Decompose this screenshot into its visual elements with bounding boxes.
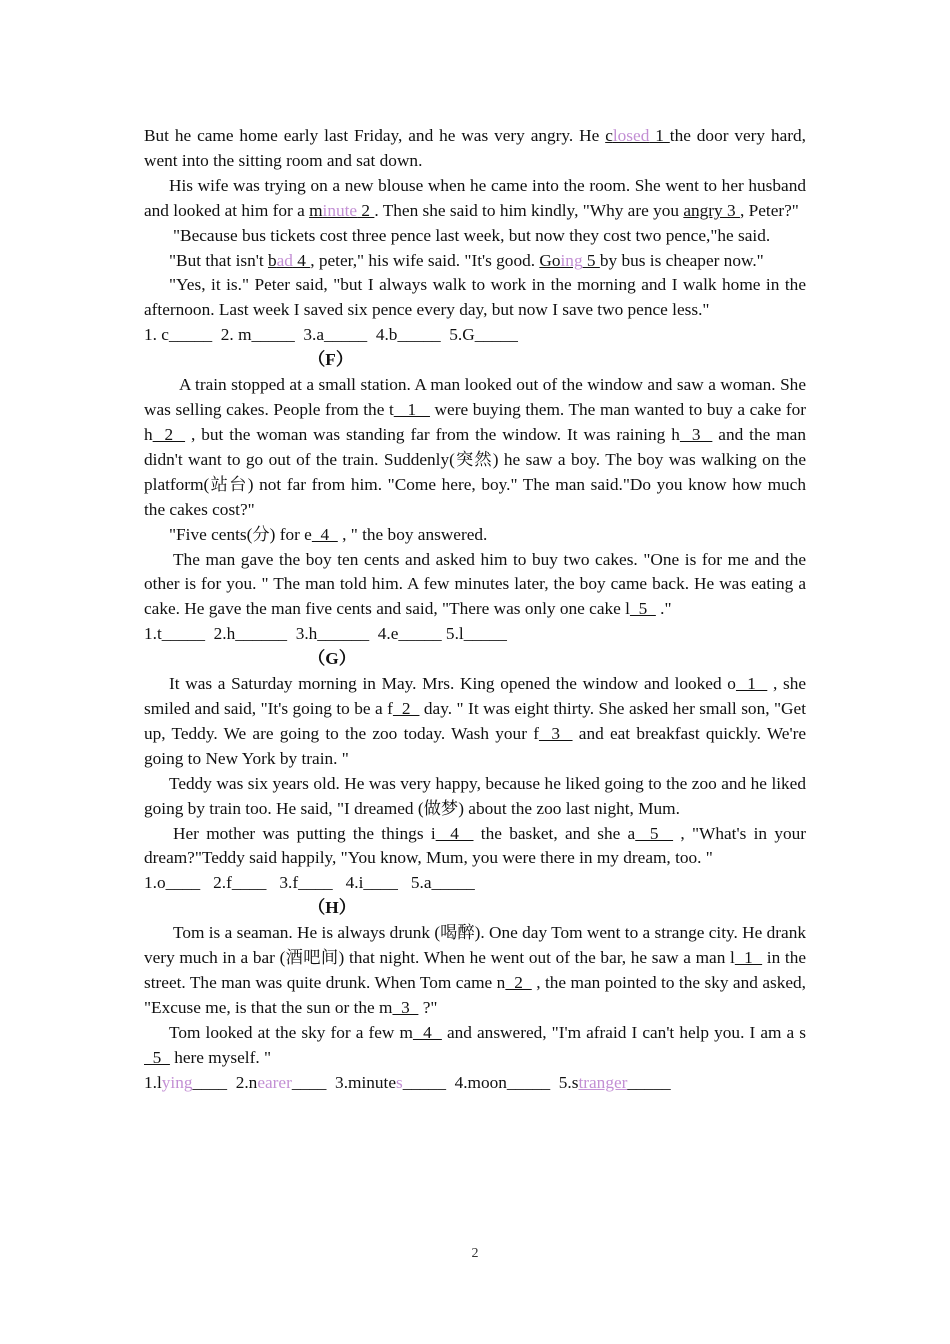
blank-1: 1: [735, 674, 768, 694]
section-heading-h: （H）: [308, 898, 357, 918]
blank-2: 2: [505, 973, 532, 993]
answer-line-g: 1.o____ 2.f____ 3.f____ 4.i____ 5.a_____: [144, 873, 475, 893]
paragraph-g2: Teddy was six years old. He was very happy, because he liked going to the zoo and he liked going by train too. He said, "I dreamed (做梦) about the zoo last night, Mum.: [144, 773, 806, 818]
blank-4: 4: [311, 524, 338, 544]
paragraph-e5: "Yes, it is." Peter said, "but I always walk to work in the morning and I walk home in the afternoon. Last week I saved six pence every day, but now I save two pence less.": [144, 275, 806, 320]
blank-1: 1: [734, 948, 763, 968]
page-number: 2: [471, 1246, 479, 1261]
blank-5: 5: [629, 599, 656, 619]
blank-1: 1: [393, 400, 430, 420]
blank-4: 4: [412, 1022, 442, 1042]
blank-2: 2: [152, 424, 186, 444]
paragraph-e1: But he came home early last Friday, and he was very angry. He closed 1 the door very hard, went into the sitting room and sat down.: [144, 126, 806, 170]
blank-5: 5: [635, 823, 674, 843]
blank-2: 2: [392, 699, 420, 719]
blank-2: minute 2: [309, 200, 375, 220]
paragraph-g3: Her mother was putting the things i 4 the basket, and she a 5 , "What's in your dream?"Teddy said happily, "You know, Mum, you were there in my dream, too. ": [144, 823, 807, 868]
paragraph-e4: "But that isn't bad 4 , peter," his wife said. "It's good. Going 5 by bus is cheaper now.": [169, 250, 764, 270]
paragraph-g1: It was a Saturday morning in May. Mrs. King opened the window and looked o 1 , she smiled and said, "It's going to be a f 2 day. " It was eight thirty. She asked her small son, "Get up, Teddy. We are going to the zoo today. Wash your f 3 and eat breakfast quickly. We're going to New York by train. ": [144, 674, 807, 768]
blank-5: 5: [144, 1047, 170, 1067]
document-page: [144, 124, 806, 1096]
paragraph-e3: "Because bus tickets cost three pence last week, but now they cost two pence,"he said.: [173, 225, 771, 245]
paragraph-f1: A train stopped at a small station. A man looked out of the window and saw a woman. She was selling cakes. People from the t 1 were buying them. The man wanted to buy a cake for h 2 , but the woman was standing far from the window. It was raining h 3 and the man didn't want to go out of the train. Suddenly(突然) he saw a boy. The boy was walking on the platform(站台) not far from him. "Come here, boy." The man said."Do you know how much the cakes cost?": [144, 375, 806, 519]
blank-3: angry 3: [683, 200, 740, 220]
blank-1: closed 1: [605, 126, 670, 145]
paragraph-h1: Tom is a seaman. He is always drunk (喝醉). One day Tom went to a strange city. He drank very much in a bar (酒吧间) that night. When he went out of the bar, he saw a man l 1 in the street. The man was quite drunk. When Tom came n 2 , the man pointed to the sky and asked, "Excuse me, is that the sun or the m 3 ?": [144, 923, 806, 1017]
answer-line-h: 1.lying____ 2.nearer____ 3.minutes_____ 4.moon_____ 5.stranger_____: [144, 1072, 671, 1092]
blank-3: 3: [679, 424, 713, 444]
paragraph-h2: Tom looked at the sky for a few m 4 and answered, "I'm afraid I can't help you. I am a s 5 here myself. ": [144, 1022, 806, 1067]
blank-5: Going 5: [539, 250, 600, 270]
blank-3: 3: [538, 723, 573, 743]
blank-4: bad 4: [267, 250, 311, 270]
paragraph-e2: His wife was trying on a new blouse when he came into the room. She went to her husband and looked at him for a minute 2 . Then she said to him kindly, "Why are you angry 3 , Peter?": [144, 175, 806, 220]
answer-line-f: 1.t_____ 2.h______ 3.h______ 4.e_____ 5.l_____: [144, 624, 507, 644]
blank-4: 4: [435, 823, 474, 843]
paragraph-f3: The man gave the boy ten cents and asked him to buy two cakes. "One is for me and the other is for you. " The man told him. A few minutes later, the boy came back. He was eating a cake. He gave the man five cents and said, "There was only one cake l 5 .": [144, 549, 806, 619]
blank-3: 3: [392, 998, 419, 1017]
answer-line-e: 1. c_____ 2. m_____ 3.a_____ 4.b_____ 5.G_____: [144, 325, 518, 345]
paragraph-f2: "Five cents(分) for e 4 , " the boy answered.: [169, 524, 488, 544]
section-heading-g: （G）: [308, 649, 357, 669]
section-heading-f: （F）: [308, 350, 354, 370]
